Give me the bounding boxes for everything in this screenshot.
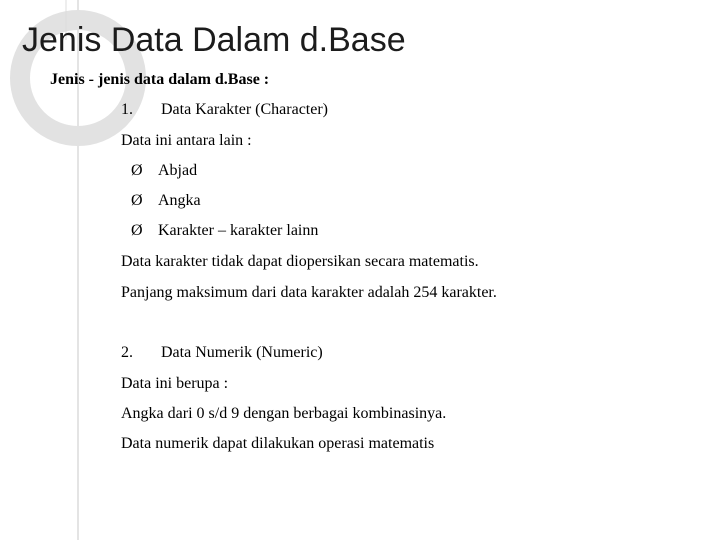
section-1-heading — [121, 100, 328, 120]
bullet-text: Karakter – karakter lainn — [158, 222, 319, 239]
section-1-number: 1. — [121, 101, 133, 118]
section-1-note: Panjang maksimum dari data karakter adalah 254 karakter. — [121, 284, 497, 301]
bullet-text: Abjad — [158, 162, 198, 179]
section-1-title: Data Karakter (Character) — [161, 101, 328, 118]
section-2-number: 2. — [121, 344, 133, 361]
section-2-lead: Data ini berupa : — [121, 375, 229, 392]
bullet-item — [131, 191, 201, 211]
section-1-lead: Data ini antara lain : — [121, 132, 252, 149]
bullet-item — [131, 221, 318, 241]
slide-title: Jenis Data Dalam d.Base — [22, 21, 406, 59]
section-2-note: Angka dari 0 s/d 9 dengan berbagai kombinasinya. — [121, 405, 447, 422]
bullet-text: Angka — [158, 192, 201, 209]
section-2-heading — [121, 343, 323, 363]
section-1-note: Data karakter tidak dapat diopersikan secara matematis. — [121, 253, 479, 270]
bullet-arrow-icon: Ø — [131, 192, 143, 209]
section-2-note: Data numerik dapat dilakukan operasi matematis — [121, 435, 435, 452]
bullet-item — [131, 161, 197, 181]
bullet-arrow-icon: Ø — [131, 222, 143, 239]
intro-text: Jenis - jenis data dalam d.Base : — [50, 71, 270, 88]
bullet-arrow-icon: Ø — [131, 162, 143, 179]
section-2-title: Data Numerik (Numeric) — [161, 344, 323, 361]
